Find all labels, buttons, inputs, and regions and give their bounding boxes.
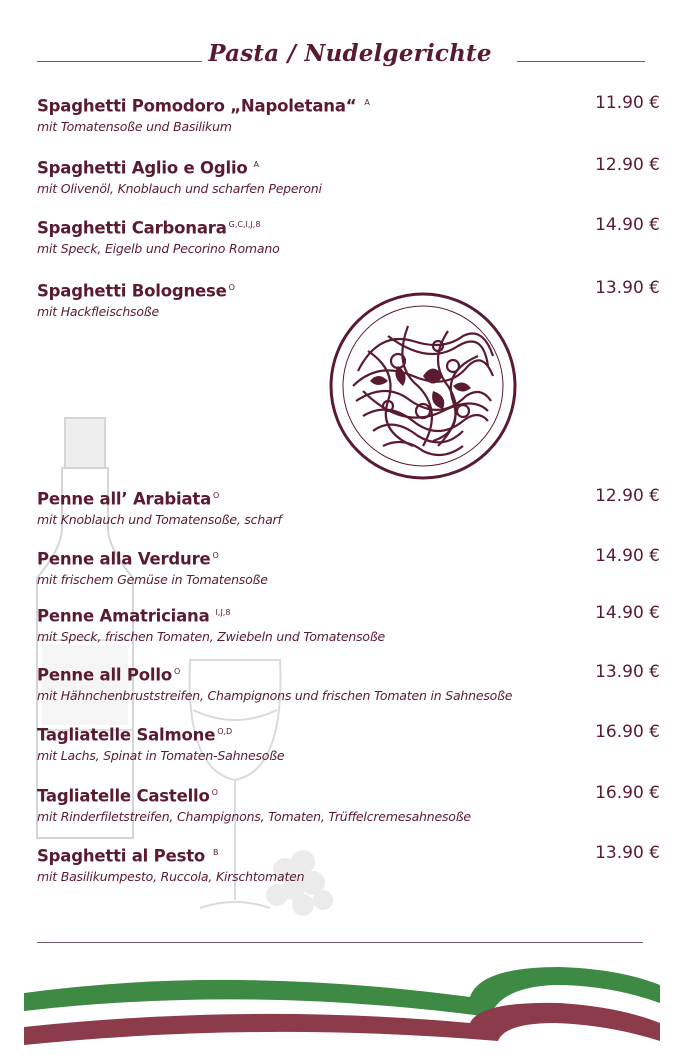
item-description: mit Knoblauch und Tomatensoße, scharf [37,511,282,527]
item-price: 14.90 € [595,215,660,235]
menu-item [37,782,660,826]
item-allergens: O [212,551,219,560]
item-name: Spaghetti Pomodoro „Napoletana“ [37,96,357,116]
item-name: Penne Amatriciana [37,606,210,626]
item-description: mit Tomatensoße und Basilikum [37,118,232,134]
item-description: mit Speck, frischen Tomaten, Zwiebeln und Tomatensoße [37,628,385,644]
item-name: Spaghetti al Pesto [37,846,206,866]
item-allergens: B [213,848,219,857]
item-description: mit Hackfleischsoße [37,303,159,319]
item-name: Penne all’ Arabiata [37,489,212,509]
menu-item [37,154,660,198]
item-allergens: I,J,8 [215,608,231,617]
menu-item [37,602,660,646]
item-description: mit Lachs, Spinat in Tomaten-Sahnesoße [37,747,285,763]
item-price: 12.90 € [595,155,660,175]
item-allergens: A [253,160,260,169]
item-price: 13.90 € [595,278,660,298]
italian-flag-ribbon [0,945,700,1055]
item-description: mit Rinderfiletstreifen, Champignons, Tomaten, Trüffelcremesahnesoße [37,808,471,824]
item-description: mit Hähnchenbruststreifen, Champignons und frischen Tomaten in Sahnesoße [37,687,513,703]
item-price: 13.90 € [595,662,660,682]
item-price: 16.90 € [595,722,660,742]
item-description: mit Basilikumpesto, Ruccola, Kirschtomaten [37,868,305,884]
menu-item [37,92,660,136]
item-allergens: O,D [217,727,233,736]
menu-item [37,721,660,765]
item-price: 13.90 € [595,843,660,863]
item-price: 12.90 € [595,486,660,506]
item-name: Penne alla Verdure [37,549,211,569]
flag-red-band [24,1003,660,1045]
pasta-plate-icon [328,291,518,481]
item-allergens: O [228,283,235,292]
item-name: Spaghetti Carbonara [37,218,227,238]
menu-item [37,545,660,589]
menu-item [37,842,660,886]
header-rule-right [517,61,645,62]
item-price: 14.90 € [595,546,660,566]
item-name: Tagliatelle Castello [37,786,210,806]
item-description: mit frischem Gemüse in Tomatensoße [37,571,268,587]
item-allergens: O [173,667,181,676]
item-name: Tagliatelle Salmone [37,725,216,745]
item-allergens: A [364,98,370,107]
menu-item [37,214,660,258]
menu-item [37,661,660,705]
page-title: Pasta / Nudelgerichte [208,40,492,67]
item-allergens: O [213,491,220,500]
item-price: 14.90 € [595,603,660,623]
item-allergens: G,C,I,J,8 [228,220,261,229]
item-price: 16.90 € [595,783,660,803]
footer-rule [37,942,643,943]
item-name: Penne all Pollo [37,665,172,685]
item-allergens: O [211,788,218,797]
menu-item [37,485,660,529]
item-description: mit Speck, Eigelb und Pecorino Romano [37,240,280,256]
item-name: Spaghetti Bolognese [37,281,227,301]
item-price: 11.90 € [595,93,660,113]
item-description: mit Olivenöl, Knoblauch und scharfen Peperoni [37,180,322,196]
item-name: Spaghetti Aglio e Oglio [37,158,248,178]
